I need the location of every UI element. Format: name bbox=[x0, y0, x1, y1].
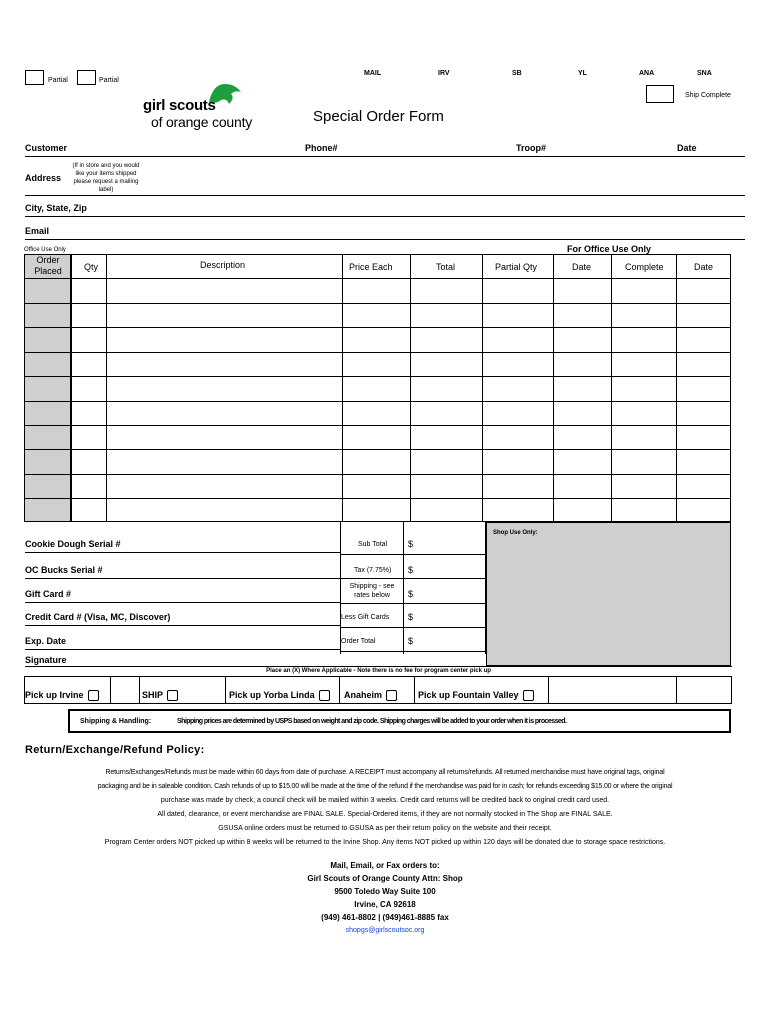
col-partial-qty: Partial Qty bbox=[495, 262, 538, 272]
troop-label: Troop# bbox=[516, 143, 547, 153]
lessgift-label: Less Gift Cards bbox=[341, 614, 390, 621]
lessgift-dollar: $ bbox=[408, 612, 414, 622]
ordertotal-dollar: $ bbox=[408, 636, 414, 646]
store-irv: IRV bbox=[438, 70, 450, 77]
mail-line-4: Irvine, CA 92618 bbox=[354, 900, 416, 909]
exp-label: Exp. Date bbox=[25, 636, 67, 646]
email-line[interactable] bbox=[25, 239, 745, 240]
pickup-yorba-checkbox[interactable] bbox=[319, 690, 330, 701]
col-price-each: Price Each bbox=[349, 262, 393, 272]
store-sb: SB bbox=[512, 70, 522, 77]
mail-line-3: 9500 Toledo Way Suite 100 bbox=[334, 887, 436, 896]
policy-text bbox=[25, 766, 745, 850]
subtotal-dollar: $ bbox=[408, 539, 414, 549]
store-mail: MAIL bbox=[364, 70, 382, 77]
ordertotal-label: Order Total bbox=[341, 638, 376, 645]
partial-label-1: Partial bbox=[48, 77, 68, 84]
pickup-yorba-label: Pick up Yorba Linda bbox=[229, 690, 315, 700]
mail-line-1: Mail, Email, or Fax orders to: bbox=[330, 861, 440, 870]
customer-label: Customer bbox=[25, 143, 68, 153]
customer-line[interactable] bbox=[25, 156, 745, 157]
ship-checkbox[interactable] bbox=[167, 690, 178, 701]
credit-label: Credit Card # (Visa, MC, Discover) bbox=[25, 612, 171, 622]
store-sna: SNA bbox=[697, 70, 712, 77]
shipping-box bbox=[68, 709, 731, 733]
policy-line-3: purchase was made by check, a council check will be mailed within 3 weeks. Credit card returns will be credited back to original credit card used. bbox=[160, 797, 610, 804]
col-total: Total bbox=[436, 262, 456, 272]
policy-line-6: Program Center orders NOT picked up within 8 weeks will be returned to the Irvine Shop. Any items NOT picked up within 120 days will be donated due to storage space restrictions. bbox=[104, 839, 666, 846]
address-note: (If in store and you would like your items shipped please request a mailing label) bbox=[72, 163, 140, 193]
shipping-label: Shipping & Handling: bbox=[80, 718, 152, 725]
policy-line-5: GSUSA online orders must be returned to GSUSA as per their return policy on the website and their receipt. bbox=[218, 825, 552, 832]
email-label: Email bbox=[25, 226, 50, 236]
store-ana: ANA bbox=[639, 70, 655, 77]
table-frame bbox=[24, 254, 731, 522]
office-use-small: Office Use Only bbox=[24, 247, 66, 253]
address-label: Address bbox=[25, 173, 62, 183]
ocbucks-label: OC Bucks Serial # bbox=[25, 565, 103, 575]
col-date-1: Date bbox=[572, 262, 592, 272]
pickup-fountain-label: Pick up Fountain Valley bbox=[418, 690, 519, 700]
col-qty: Qty bbox=[84, 262, 99, 272]
logo-line2: of orange county bbox=[151, 114, 253, 130]
ship-option[interactable] bbox=[142, 690, 178, 701]
partial-label-2: Partial bbox=[99, 77, 119, 84]
pickup-irvine-option[interactable] bbox=[25, 690, 99, 701]
partial-checkbox-2[interactable] bbox=[77, 70, 96, 85]
col-complete: Complete bbox=[625, 262, 664, 272]
subtotal-label: Sub Total bbox=[358, 541, 388, 548]
shop-use-label: Shop Use Only: bbox=[493, 530, 538, 536]
pickup-yorba-option[interactable] bbox=[229, 690, 330, 701]
shop-use-box bbox=[486, 522, 731, 666]
col-date-2: Date bbox=[694, 262, 714, 272]
mail-info bbox=[170, 859, 600, 937]
partial-checkbox-1[interactable] bbox=[25, 70, 44, 85]
giftcard-label: Gift Card # bbox=[25, 589, 72, 599]
cookie-label: Cookie Dough Serial # bbox=[25, 539, 121, 549]
ship-complete-checkbox[interactable] bbox=[646, 85, 674, 103]
anaheim-checkbox[interactable] bbox=[386, 690, 397, 701]
logo-line1: girl scouts bbox=[143, 97, 216, 114]
logo bbox=[143, 80, 273, 132]
anaheim-option[interactable] bbox=[344, 690, 397, 701]
col-description: Description bbox=[200, 260, 246, 270]
col-order-placed: Order Placed bbox=[34, 255, 62, 276]
ship-complete-label: Ship Complete bbox=[685, 92, 731, 99]
tax-dollar: $ bbox=[408, 565, 414, 575]
shipping-dollar: $ bbox=[408, 589, 414, 599]
pickup-fountain-checkbox[interactable] bbox=[523, 690, 534, 701]
pickup-fountain-option[interactable] bbox=[418, 690, 534, 701]
store-yl: YL bbox=[578, 70, 587, 77]
city-label: City, State, Zip bbox=[25, 203, 87, 213]
mail-line-2: Girl Scouts of Orange County Attn: Shop bbox=[307, 874, 463, 883]
address-line[interactable] bbox=[25, 195, 745, 196]
mail-email-link[interactable]: shopgs@girlscoutsoc.org bbox=[345, 927, 425, 934]
policy-line-1: Returns/Exchanges/Refunds must be made within 60 days from date of purchase. A RECEIPT must accompany all returns/refunds. All returned merchandise must have original tags, original bbox=[105, 769, 665, 776]
pickup-irvine-checkbox[interactable] bbox=[88, 690, 99, 701]
pickup-irvine-label: Pick up Irvine bbox=[25, 690, 84, 700]
mail-line-5: (949) 461-8802 | (949)461-8885 fax bbox=[321, 913, 449, 922]
policy-line-4: All dated, clearance, or event merchandise are FINAL SALE. Special-Ordered items, if they are not normally stocked in The Shop are FINAL SALE. bbox=[157, 811, 613, 818]
policy-line-2: packaging and be in saleable condition. Cash refunds of up to $15.00 will be made at the time of the refund if the merchandise was paid for in cash; for refunds exceeding $15.00 or where the original bbox=[97, 783, 673, 790]
shipping-total-label: Shipping - see rates below bbox=[349, 583, 395, 599]
office-use-header: For Office Use Only bbox=[567, 244, 652, 254]
anaheim-label: Anaheim bbox=[344, 690, 383, 700]
pickup-note: Place an (X) Where Applicable - Note there is no fee for program center pick up bbox=[266, 668, 491, 674]
order-table bbox=[24, 246, 731, 522]
ship-label: SHIP bbox=[142, 690, 164, 700]
shipping-text: Shipping prices are determined by USPS based on weight and zip code. Shipping charges will be added to your order when it is processed. bbox=[177, 718, 567, 725]
tax-label: Tax (7.75%) bbox=[354, 567, 392, 574]
city-line[interactable] bbox=[25, 216, 745, 217]
page-title: Special Order Form bbox=[313, 108, 444, 125]
policy-heading: Return/Exchange/Refund Policy: bbox=[25, 744, 205, 756]
signature-label: Signature bbox=[25, 655, 67, 665]
date-label: Date bbox=[677, 143, 697, 153]
phone-label: Phone# bbox=[305, 143, 338, 153]
